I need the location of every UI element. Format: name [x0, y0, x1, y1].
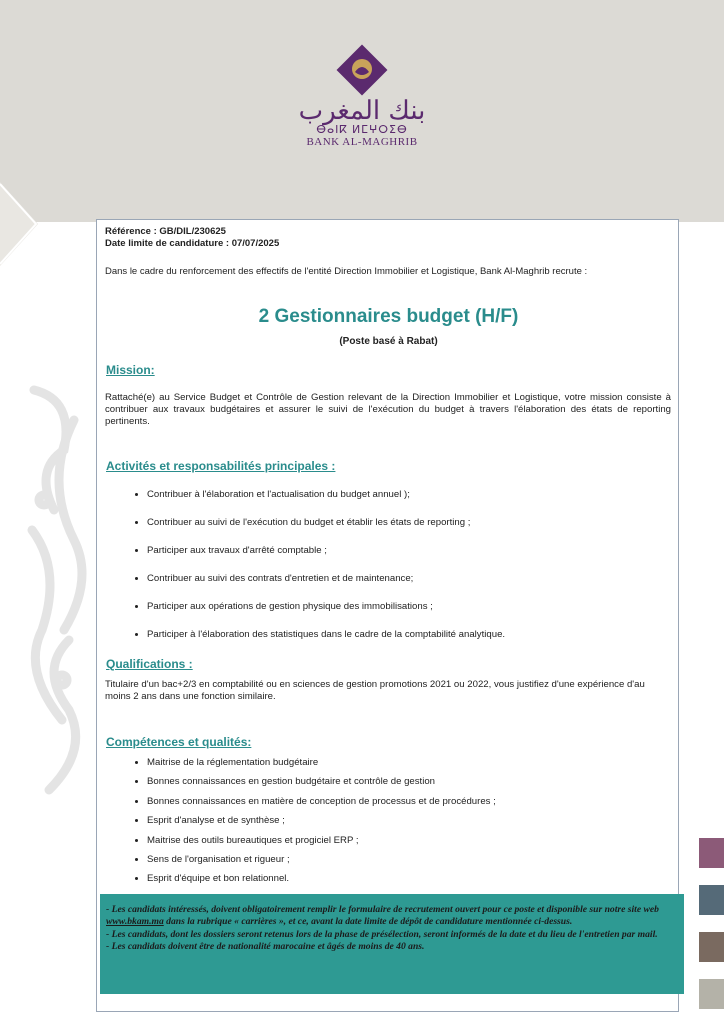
bank-latin-name: BANK AL-MAGHRIB — [306, 136, 418, 148]
skills-heading: Compétences et qualités: — [106, 735, 252, 749]
color-swatch-mauve — [699, 838, 724, 868]
notice-line-1-end: dans la rubrique « carrières », et ce, avant la date limite de dépôt de candidature mentionnée ci-dessus. — [163, 916, 573, 928]
bank-arabic-name: بنك المغرب — [298, 96, 426, 126]
skills-list — [127, 757, 667, 893]
notice-line-3: - Les candidats doivent être de nationalité marocaine et âgés de moins de 40 ans. — [106, 941, 425, 953]
list-item: • Contribuer à l'élaboration et l'actualisation du budget annuel ); — [147, 489, 667, 501]
list-item: • Bonnes connaissances en matière de conception de processus et de procédures ; — [147, 796, 667, 808]
bank-emblem-icon — [332, 40, 392, 100]
reference-number: Référence : GB/DIL/230625 — [105, 226, 226, 237]
website-link[interactable]: www.bkam.ma — [106, 916, 164, 928]
job-location: (Poste basé à Rabat) — [339, 336, 438, 347]
list-item: • Contribuer au suivi de l'exécution du budget et établir les états de reporting ; — [147, 517, 667, 529]
activities-list — [127, 489, 667, 657]
notice-line-2: - Les candidats, dont les dossiers seront retenus lors de la phase de présélection, seront informés de la date et du lieu de l'entretien par mail. — [106, 928, 658, 940]
calligraphy-watermark — [14, 380, 94, 800]
list-item: • Contribuer au suivi des contrats d'entretien et de maintenance; — [147, 573, 667, 585]
list-item: • Maitrise de la réglementation budgétaire — [147, 757, 667, 769]
bank-logo — [0, 40, 724, 149]
list-item: • Bonnes connaissances en gestion budgétaire et contrôle de gestion — [147, 776, 667, 788]
color-swatch-grey — [699, 979, 724, 1009]
list-item: • Esprit d'analyse et de synthèse ; — [147, 815, 667, 827]
mission-heading: Mission: — [106, 363, 155, 377]
list-item: • Sens de l'organisation et rigueur ; — [147, 854, 667, 866]
intro-text: Dans le cadre du renforcement des effectifs de l'entité Direction Immobilier et Logistique, Bank Al-Maghrib recrute : — [105, 266, 588, 277]
list-item: • Participer à l'élaboration des statistiques dans le cadre de la comptabilité analytique. — [147, 629, 667, 641]
list-item: • Maitrise des outils bureautiques et progiciel ERP ; — [147, 835, 667, 847]
color-swatch-taupe — [699, 932, 724, 962]
qualifications-heading: Qualifications : — [106, 657, 193, 671]
notice-line-1 — [106, 904, 678, 929]
job-title: 2 Gestionnaires budget (H/F) — [258, 306, 519, 327]
mission-text: Rattaché(e) au Service Budget et Contrôle de Gestion relevant de la Direction Immobilier et Logistique, votre mission consiste à contribuer aux travaux budgétaires et assurer le suivi de l'exécution du budget à travers l'élaboration des états de reporting pertinents. — [105, 392, 671, 427]
qualifications-text: Titulaire d'un bac+2/3 en comptabilité ou en sciences de gestion promotions 2021 ou 2022, vous justifiez d'une expérience d'au moins 2 ans dans une fonction similaire. — [105, 679, 645, 702]
notice-line-1-start: - Les candidats intéressés, doivent obligatoirement remplir le formulaire de recrutement ouvert pour ce poste et disponible sur notre site web — [106, 904, 659, 915]
bank-tifinagh-name: ⴱⴰⵏⴽ ⵍⵎⵖⵔⵉⴱ — [316, 124, 408, 136]
color-swatch-slate — [699, 885, 724, 915]
application-notice — [100, 894, 684, 994]
list-item: • Esprit d'équipe et bon relationnel. — [147, 873, 667, 885]
chevron-shape — [0, 182, 40, 266]
activities-heading: Activités et responsabilités principales : — [106, 459, 336, 473]
list-item: • Participer aux opérations de gestion physique des immobilisations ; — [147, 601, 667, 613]
list-item: • Participer aux travaux d'arrêté comptable ; — [147, 545, 667, 557]
application-deadline: Date limite de candidature : 07/07/2025 — [105, 238, 280, 249]
reference-block — [105, 226, 279, 250]
